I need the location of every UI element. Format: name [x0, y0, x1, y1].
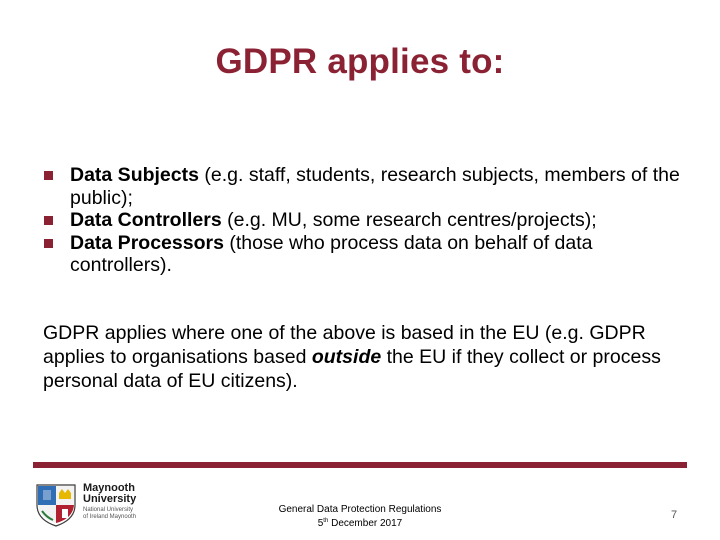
slide-title: GDPR applies to:: [215, 42, 505, 81]
bullet-term: Data Processors: [70, 231, 224, 254]
logo-name-line1: Maynooth: [83, 482, 135, 494]
body-paragraph: [43, 321, 693, 393]
bullet-text: (e.g. staff, students, research subjects, members of the public);: [70, 164, 680, 209]
footer-divider: [33, 462, 687, 468]
square-bullet-icon: [44, 171, 53, 180]
logo-sub-line2: of Ireland Maynooth: [83, 514, 137, 520]
bullet-text: (e.g. MU, some research centres/projects);: [221, 209, 597, 231]
bullet-list: [44, 164, 694, 277]
footer-caption: [240, 503, 480, 531]
bullet-term: Data Controllers: [70, 209, 222, 231]
paragraph-text-before: GDPR applies where one of the above is based in the EU (e.g. GDPR applies to organisations based: [43, 322, 646, 368]
square-bullet-icon: [44, 216, 53, 225]
page-number: 7: [670, 509, 678, 521]
bullet-item-data-controllers: [44, 209, 694, 232]
footer-date-day: 5: [317, 518, 324, 529]
footer-date-suffix: th: [323, 518, 329, 524]
bullet-term: Data Subjects: [70, 164, 199, 186]
logo-wordmark: [83, 483, 153, 521]
logo-sub-line1: National University: [83, 507, 134, 513]
bullet-item-data-subjects: [44, 164, 694, 209]
paragraph-emphasis: outside: [311, 346, 382, 368]
footer-title: General Data Protection Regulations: [278, 504, 442, 515]
square-bullet-icon: [44, 239, 53, 248]
crest-icon: [33, 481, 79, 527]
bullet-item-data-processors: [44, 232, 694, 277]
bullet-text: (those who process data on behalf of data controllers).: [70, 231, 593, 276]
footer-date: [240, 517, 480, 531]
footer-date-rest: December 2017: [328, 518, 403, 529]
university-logo: [33, 481, 151, 527]
logo-name-line2: University: [83, 493, 137, 505]
paragraph-text-after: the EU if they collect or process personal data of EU citizens).: [43, 346, 661, 392]
